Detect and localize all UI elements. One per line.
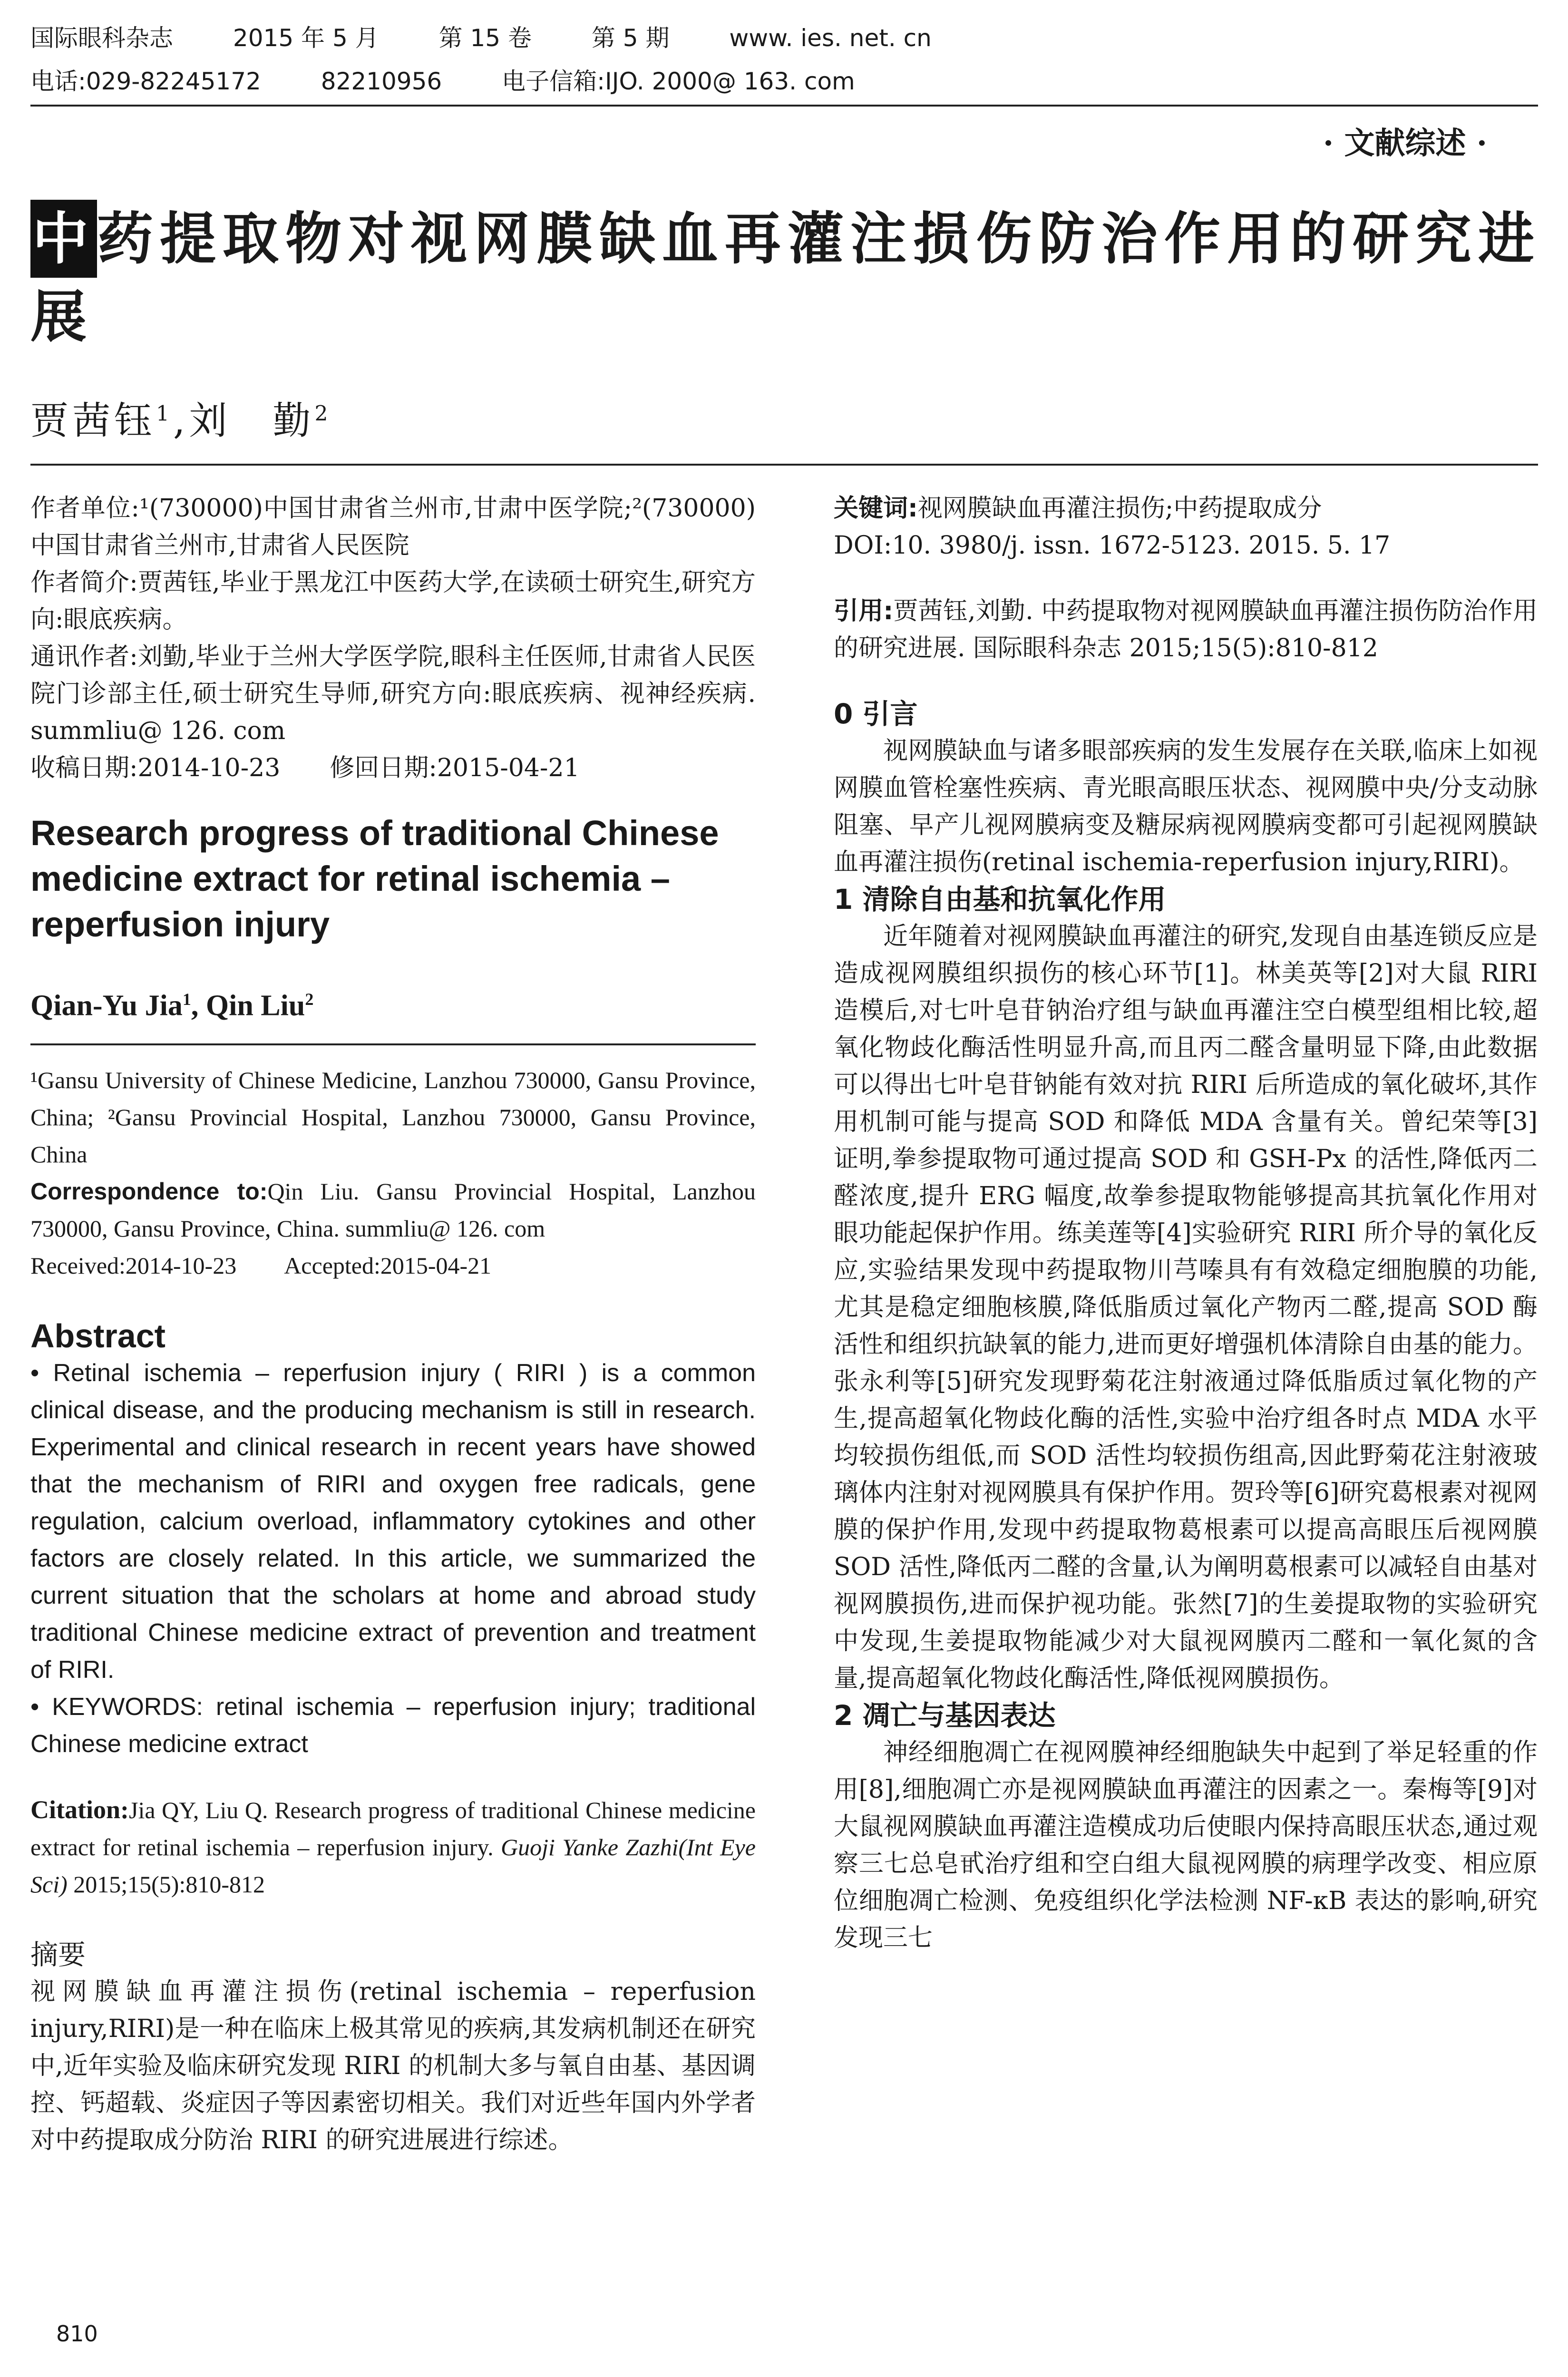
issue-number: 第 5 期 [591, 24, 670, 52]
journal-email: 电子信箱:IJO. 2000@ 163. com [502, 68, 855, 95]
title-rest: 药提取物对视网膜缺血再灌注损伤防治作用的研究进展 [30, 205, 1541, 350]
en-author-2: Qin Liu [205, 989, 305, 1022]
volume: 第 15 卷 [438, 24, 532, 52]
author-1: 贾茜钰 [30, 399, 156, 443]
doi: DOI:10. 3980/j. issn. 1672-5123. 2015. 5. 17 [834, 531, 1391, 560]
cn-abstract-text: 视网膜缺血再灌注损伤(retinal ischemia – reperfusion injury,RIRI)是一种在临床上极其常见的疾病,其发病机制还在研究中,近年实验及临床研究发现 RIRI 的机制大多与氧自由基、基因调控、钙超载、炎症因子等因素密切相关。我们对近些年国内外学者对中药提取成分防治 RIRI 的研究进展进行综述。 [30, 1977, 756, 2154]
section-tag: · 文献综述 · [1323, 126, 1487, 161]
journal-phone: 电话:029-82245172 [30, 68, 261, 95]
dates-cn: 收稿日期:2014-10-23 修回日期:2015-04-21 [30, 754, 580, 782]
english-authors-divider [30, 1043, 756, 1045]
cn-citation-label: 引用: [834, 597, 894, 625]
issue-date: 2015 年 5 月 [233, 24, 379, 52]
en-author-1: Qian-Yu Jia [30, 989, 183, 1022]
section-0-paragraph: 视网膜缺血与诸多眼部疾病的发生发展存在关联,临床上如视网膜血管栓塞性疾病、青光眼高眼压状态、视网膜中央/分支动脉阻塞、早产儿视网膜病变及糖尿病视网膜病变都可引起视网膜缺血再灌注损伤(retinal ischemia-reperfusion injury,RIRI)。 [834, 737, 1538, 877]
abstract-heading: Abstract [30, 1317, 166, 1354]
authors-cn [30, 390, 331, 445]
section-1-paragraph: 近年随着对视网膜缺血再灌注的研究,发现自由基连锁反应是造成视网膜组织损伤的核心环节[1]。林美英等[2]对大鼠 RIRI 造模后,对七叶皂苷钠治疗组与缺血再灌注空白模型组相比较,超氧化物歧化酶活性明显升高,而且丙二醛含量明显下降,由此数据可以得出七叶皂苷钠能有效对抗 RIRI 后所造成的氧化破坏,其作用机制可能与提高 SOD 和降低 MDA 含量有关。曾纪荣等[3]证明,拳参提取物可通过提高 SOD 和 GSH-Px 的活性,降低丙二醛浓度,提升 ERG 幅度,故拳参提取物能够提高其抗氧化作用对眼功能起保护作用。练美莲等[4]实验研究 RIRI 所介导的氧化反应,实验结果发现中药提取物川芎嗪具有有效稳定细胞膜的功能,尤其是稳定细胞核膜,降低脂质过氧化产物丙二醛,提高 SOD 酶活性和组织抗缺氧的能力,进而更好增强机体清除自由基的能力。张永利等[5]研究发现野菊花注射液通过降低脂质过氧化物的产生,提高超氧化物歧化酶的活性,实验中治疗组各时点 MDA 水平均较损伤组低,而 SOD 活性均较损伤组高,因此野菊花注射液玻璃体内注射对视网膜具有保护作用。贺玲等[6]研究葛根素对视网膜的保护作用,发现中药提取物葛根素可以提高高眼压后视网膜 SOD 活性,降低丙二醛的含量,认为阐明葛根素可以减轻自由基对视网膜损伤,进而保护视功能。张然[7]的生姜提取物的实验研究中发现,生姜提取物能减少对大鼠视网膜丙二醛和一氧化氮的含量,提高超氧化物歧化酶活性,降低视网膜损伤。 [834, 922, 1538, 1693]
en-author-2-affil: 2 [305, 990, 314, 1009]
section-1-heading: 1 清除自由基和抗氧化作用 [834, 883, 1166, 916]
title-divider [30, 464, 1538, 466]
author-2: 刘 勤 [189, 399, 315, 443]
author-1-affil: 1 [156, 401, 173, 426]
english-affiliation: ¹Gansu University of Chinese Medicine, Lanzhou 730000, Gansu Province, China; ²Gansu Provincial Hospital, Lanzhou 730000, Gansu Province, China [30, 1066, 756, 1168]
cn-citation-text: 贾茜钰,刘勤. 中药提取物对视网膜缺血再灌注损伤防治作用的研究进展. 国际眼科杂志 2015;15(5):810-812 [834, 597, 1538, 662]
en-citation-text: Jia QY, Liu Q. Research progress of traditional Chinese medicine extract for retinal ischemia – reperfusion injury. [30, 1796, 756, 1861]
journal-name: 国际眼科杂志 [30, 24, 173, 52]
author-separator: , [173, 399, 189, 443]
abstract-text: • Retinal ischemia – reperfusion injury ( RIRI ) is a common clinical disease, and the producing mechanism is still in research. Experimental and clinical research in recent years have showed that the mechanism of RIRI and oxygen free radicals, gene regulation, calcium overload, inflammatory cytokines and other factors are closely related. In this article, we summarized the current situation that the scholars at home and abroad study traditional Chinese medicine extract of prevention and treatment of RIRI. [30, 1359, 756, 1684]
page-number: 810 [56, 2321, 98, 2347]
correspondence-cn: 通讯作者:刘勤,毕业于兰州大学医学院,眼科主任医师,甘肃省人民医院门诊部主任,硕士研究生导师,研究方向:眼底疾病、视神经疾病. summliu@ 126. com [30, 643, 756, 745]
english-authors: Qian-Yu Jia$^1$, Qin Liu$^2$ [30, 989, 314, 1022]
cn-keywords-text: 视网膜缺血再灌注损伤;中药提取成分 [917, 494, 1322, 523]
header-divider [30, 105, 1538, 107]
cn-keywords-label: 关键词: [834, 494, 918, 523]
section-0-heading: 0 引言 [834, 698, 918, 730]
author-bio: 作者简介:贾茜钰,毕业于黑龙江中医药大学,在读硕士研究生,研究方向:眼底疾病。 [30, 568, 756, 634]
en-citation-label: Citation: [30, 1795, 129, 1824]
english-dates: Received:2014-10-23 Accepted:2015-04-21 [30, 1252, 492, 1279]
journal-phone-2: 82210956 [321, 68, 442, 95]
affiliation-cn: 作者单位:¹(730000)中国甘肃省兰州市,甘肃中医学院;²(730000)中国甘肃省兰州市,甘肃省人民医院 [30, 494, 756, 560]
en-citation-tail: 2015;15(5):810-812 [73, 1870, 265, 1898]
en-author-1-affil: 1 [182, 990, 191, 1009]
section-2-heading: 2 凋亡与基因表达 [834, 1699, 1056, 1732]
en-corr-label: Correspondence to: [30, 1178, 268, 1205]
section-2-paragraph: 神经细胞凋亡在视网膜神经细胞缺失中起到了举足轻重的作用[8],细胞凋亡亦是视网膜缺血再灌注的因素之一。秦梅等[9]对大鼠视网膜缺血再灌注造模成功后使眼内保持高眼压状态,通过观察三七总皂甙治疗组和空白组大鼠视网膜的病理学改变、相应原位细胞凋亡检测、免疫组织化学法检测 NF-κB 表达的影响,研究发现三七 [834, 1738, 1538, 1952]
english-correspondence [30, 1173, 756, 1247]
left-column [30, 490, 756, 2159]
english-keywords: • KEYWORDS: retinal ischemia – reperfusion injury; traditional Chinese medicine extract [30, 1693, 756, 1758]
journal-website: www. ies. net. cn [729, 24, 932, 52]
author-2-affil: 2 [314, 401, 332, 426]
en-citation-journal: Guoji Yanke Zazhi(Int Eye Sci) [30, 1833, 756, 1898]
cn-keywords [834, 490, 1538, 527]
en-corr-text: Qin Liu. Gansu Provincial Hospital, Lanzhou 730000, Gansu Province, China. summliu@ 126. com [30, 1178, 756, 1242]
article-title [30, 200, 1552, 356]
cn-abstract-heading: 摘要 [30, 1938, 86, 1971]
journal-header-line2 [30, 69, 1538, 93]
journal-header-line1 [30, 26, 1538, 50]
right-column [834, 490, 1538, 1957]
english-citation [30, 1791, 756, 1903]
cn-citation [834, 593, 1538, 667]
english-title: Research progress of traditional Chinese medicine extract for retinal ischemia – reperfusion injury [30, 813, 719, 944]
title-initial-char: 中 [30, 200, 97, 278]
